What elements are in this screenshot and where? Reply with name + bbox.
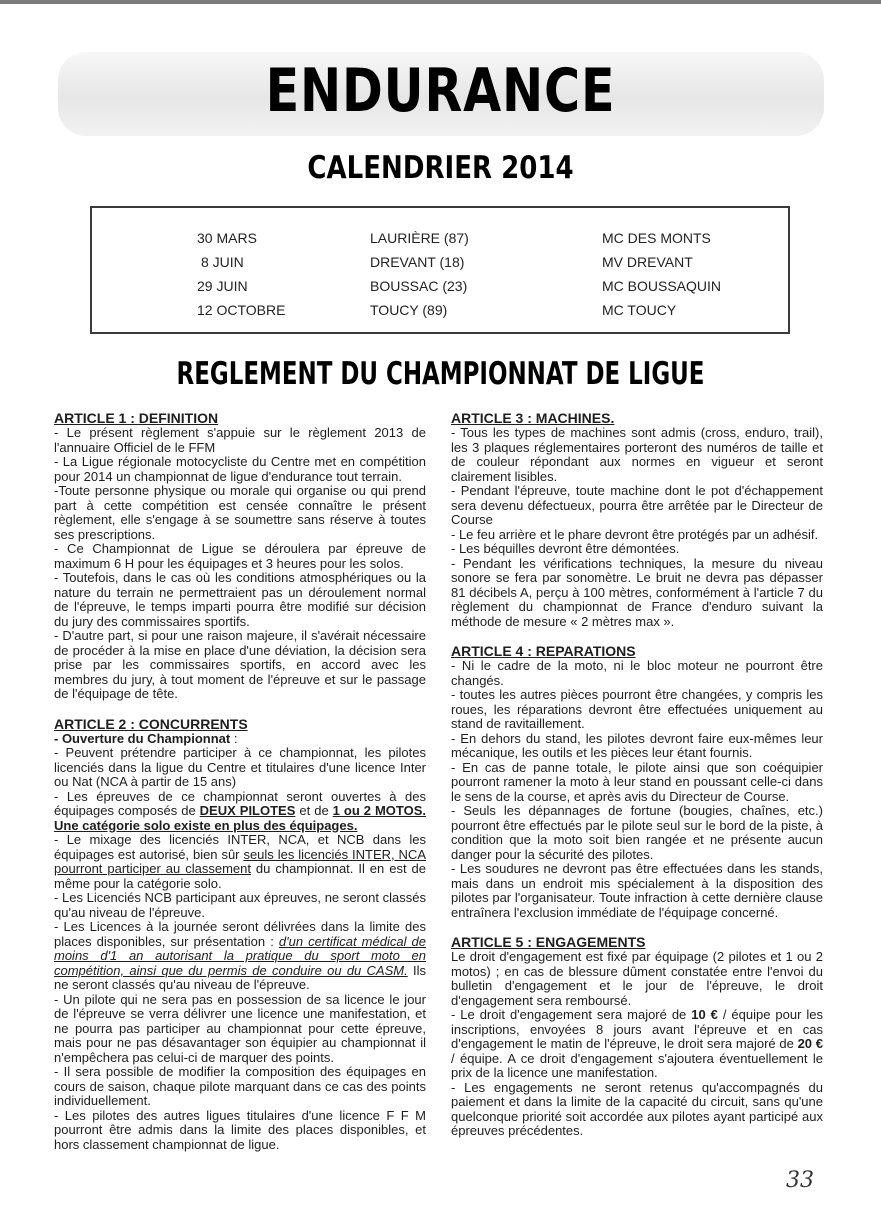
left-column [54, 410, 426, 1152]
emphasis-licencies: seuls les licenciés INTER, NCA pourront participer au classement [54, 846, 426, 876]
article-1-paragraph: - Le présent règlement s'appuie sur le règlement 2013 de l'annuaire Officiel de le FFM [54, 425, 426, 455]
calendar-place: DREVANT (18) [370, 254, 465, 270]
text-run: - Les épreuves de ce championnat seront ouvertes à des équipages composés de [54, 788, 426, 818]
article-2-paragraph: - Il sera possible de modifier la composition des équipages en cours de saison, chaque pilote marquant dans ce cas des points individuellement. [54, 1064, 426, 1108]
championship-opening-label: - Ouverture du Championnat [54, 730, 231, 746]
calendar-club: MC BOUSSAQUIN [602, 278, 722, 294]
article-5-paragraph: Le droit d'engagement est fixé par équipage (2 pilotes et 1 ou 2 motos) ; en cas de blessure dûment constatée entre l'envoi du bulletin d'engagement et le jour de l'épreuve, le droit d'engagement sera remboursé. [451, 949, 823, 1008]
text-run: - Le droit d'engagement sera majoré de [451, 1007, 692, 1022]
article-2-paragraph [54, 790, 426, 834]
emphasis-certificate: d'un certificat médical de moins d'1 an autorisant la pratique du sport moto en compétition, ainsi que du permis de conduire ou du CASM. [54, 933, 426, 978]
article-2-paragraph: - Les pilotes des autres ligues titulaires d'une licence F F M pourront être admis dans la limite des places disponibles, et hors classement championnat de ligue. [54, 1107, 426, 1152]
article-2-heading: ARTICLE 2 : CONCURRENTS [54, 715, 248, 732]
emphasis-two-pilots: DEUX PILOTES [199, 803, 296, 818]
calendar-place: LAURIÈRE (87) [370, 230, 469, 246]
page-title: ENDURANCE [265, 56, 616, 126]
article-1-heading: ARTICLE 1 : DEFINITION [54, 410, 219, 426]
article-4-paragraph: - En dehors du stand, les pilotes devront faire eux-mêmes leur mécanique, les outils et les pièces leur étant fournis. [451, 730, 823, 760]
article-1-paragraph: -Toute personne physique ou morale qui organise ou qui prend part à cette compétition est censée connaître le présent règlement, elle s'engage à se soumettre sans réserve à toutes ses prescriptions. [54, 483, 426, 542]
article-3-paragraph: - Tous les types de machines sont admis (cross, enduro, trail), les 3 plaques réglementaires porteront des numéros de taille et de couleur répondant aux normes en vigueur et seront clairement lisibles. [451, 425, 823, 484]
article-1-paragraph: - Ce Championnat de Ligue se déroulera par épreuve de maximum 6 H pour les équipages et 3 heures pour les solos. [54, 541, 426, 571]
article-2-paragraph: - Un pilote qui ne sera pas en possession de sa licence le jour de l'épreuve se verra délivrer une licence une manifestation, et ne pourra pas participer au championnat pour cette épreuve, mais pour ne pas désavantager son équipier au championnat il n'empêchera pas celui-ci de marquer des points. [54, 991, 426, 1065]
calendar-date: 30 MARS [197, 230, 257, 246]
article-3-paragraph: - Le feu arrière et le phare devront être protégés par un adhésif. [451, 526, 819, 542]
article-2-paragraph: - Peuvent prétendre participer à ce championnat, les pilotes licenciés dans la ligue du Centre et titulaires d'une licence Inter ou Nat (NCA à partir de 15 ans) [54, 745, 426, 789]
surcharge-10: 10 € [691, 1007, 718, 1022]
article-3-paragraph: - Pendant les vérifications techniques, la mesure du niveau sonore se fera par sonomètre. Le bruit ne devra pas dépasser 81 décibels A, perçu à 100 mètres, conformément à l'article 7 du règlement du championnat de France d'enduro suivant la méthode de mesure « 2 mètres max ». [451, 555, 823, 629]
article-3-paragraph: - Pendant l'épreuve, toute machine dont le pot d'échappement sera devenu défectueux, pourra être arrêtée par le Directeur de Course [451, 483, 823, 527]
text-run: - Les Licences à la journée seront délivrées dans la limite des places disponibles, sur présentation : [54, 919, 426, 949]
article-5-heading: ARTICLE 5 : ENGAGEMENTS [451, 934, 646, 950]
calendar-places [370, 226, 469, 322]
article-1-paragraph: - D'autre part, si pour une raison majeure, il s'avérait nécessaire de procéder à la mise en place d'une déviation, la décision sera prise par les commissaires sportifs, en accord avec les membres du jury, à tout moment de l'épreuve et sur le passage de l'équipage de tête. [54, 628, 426, 701]
article-1-paragraph: - Toutefois, dans le cas où les conditions atmosphériques ou la nature du terrain ne permettraient pas un déroulement normal de l'épreuve, le temps imparti pourra être modifié sur décision du jury des commissaires sportifs. [54, 570, 426, 629]
emphasis-motos: 1 ou 2 MOTOS. [332, 803, 427, 818]
calendar-date: 29 JUIN [197, 278, 248, 294]
surcharge-20: 20 € [797, 1036, 823, 1051]
article-3-paragraph: - Les béquilles devront être démontées. [451, 541, 680, 556]
article-2-paragraph [54, 833, 426, 891]
right-column [451, 410, 823, 1139]
text-run: - Le mixage des licenciés INTER, NCA, et NCB dans les équipages est autorisé, bien sûr [54, 832, 426, 862]
text-run: / équipe. A ce droit d'engagement s'ajoutera éventuellement le prix de la licence une manifestation. [451, 1050, 823, 1080]
article-4-paragraph: - Seuls les dépannages de fortune (bougies, chaînes, etc.) pourront être effectués par le pilote seul sur le bord de la piste, à condition que la moto soit bien rangée et ne présente aucun danger pour la sécurité des pilotes. [451, 803, 823, 862]
text-run: Ils ne seront classés qu'au niveau de l'épreuve. [54, 962, 426, 992]
article-5-paragraph [451, 1008, 823, 1081]
article-4-heading: ARTICLE 4 : REPARATIONS [451, 643, 636, 659]
calendar-club: MC DES MONTS [602, 230, 711, 246]
article-4-paragraph: - toutes les autres pièces pourront être changées, y compris les roues, les réparations devront être effectuées uniquement au stand de ravitaillement. [451, 687, 823, 731]
article-4-paragraph: - Ni le cadre de la moto, ni le bloc moteur ne pourront être changés. [451, 658, 823, 688]
page-subtitle: CALENDRIER 2014 [307, 150, 574, 186]
article-2-paragraph: - Les Licenciés NCB participant aux épreuves, ne seront classés qu'au niveau de l'épreuve. [54, 890, 426, 920]
calendar-box [90, 206, 790, 334]
article-4-paragraph: - Les soudures ne devront pas être effectuées dans les stands, mais dans un endroit mis spécialement à la disposition des pilotes par l'organisateur. Toute infraction à cette dernière clause entraînera l'exclusion immédiate de l'équipage concerné. [451, 861, 823, 920]
emphasis-solo-category: Une catégorie solo existe en plus des équipages. [54, 817, 358, 833]
article-1-paragraph: - La Ligue régionale motocycliste du Centre met en compétition pour 2014 un championnat de ligue d'endurance tout terrain. [54, 454, 426, 484]
text-run: du championnat. Il en est de même pour la catégorie solo. [54, 861, 426, 891]
reglement-title: REGLEMENT DU CHAMPIONNAT DE LIGUE [176, 356, 705, 392]
article-2-paragraph [54, 920, 426, 993]
article-3-heading: ARTICLE 3 : MACHINES. [451, 410, 615, 426]
subheading-colon: : [230, 730, 238, 746]
page-number: 33 [786, 1168, 814, 1193]
article-5-paragraph: - Les engagements ne seront retenus qu'accompagnés du paiement et dans la limite de la capacité du circuit, sans qu'une quelconque priorité soit accordée aux pilotes ayant participé aux épreuves précédentes. [451, 1079, 823, 1138]
calendar-club: MV DREVANT [602, 254, 693, 270]
calendar-date: 12 OCTOBRE [197, 302, 286, 318]
calendar-date: 8 JUIN [201, 254, 244, 270]
article-2-subheading [54, 732, 426, 747]
calendar-dates [197, 226, 285, 322]
top-border [0, 0, 881, 4]
calendar-place: TOUCY (89) [370, 302, 448, 318]
calendar-club: MC TOUCY [602, 302, 677, 318]
calendar-place: BOUSSAC (23) [370, 278, 468, 294]
calendar-clubs [602, 226, 721, 322]
article-4-paragraph: - En cas de panne totale, le pilote ainsi que son coéquipier pourront ramener la moto à leur stand en poussant celle-ci dans le sens de la course, et après avis du Directeur de Course. [451, 759, 823, 804]
text-run: et de [295, 803, 333, 818]
text-run: / équipe pour les inscriptions, envoyées 8 jours avant l'épreuve et en cas d'engagement le matin de l'épreuve, le droit sera majoré de [451, 1007, 824, 1051]
